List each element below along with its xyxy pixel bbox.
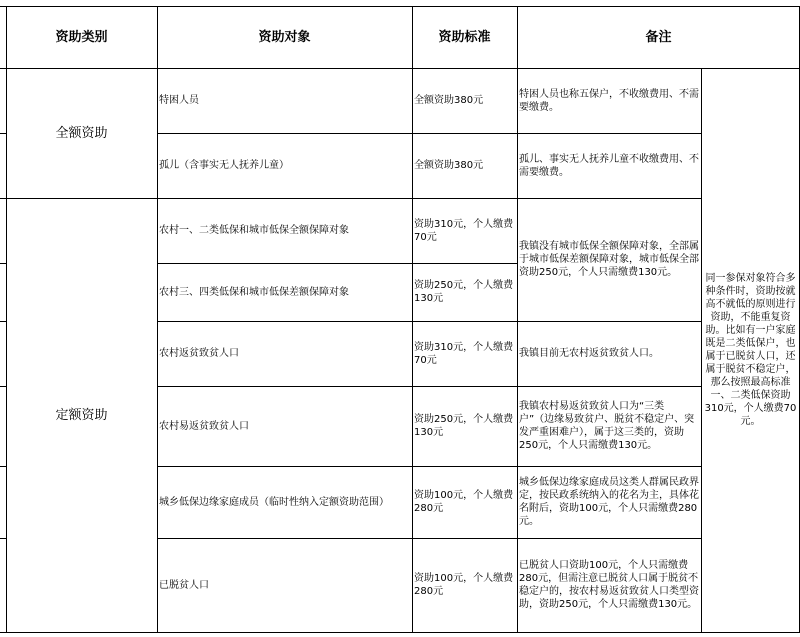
header-standard: 资助标准 — [438, 29, 491, 45]
header-remarks: 备注 — [645, 29, 672, 45]
row-target: 农村一、二类低保和城市低保全额保障对象 — [159, 225, 349, 236]
row-remark: 已脱贫人口资助100元，个人只需缴费280元，但需注意已脱贫人口属于脱贫不稳定户的，按农村易返贫致贫人口类型资助，资助250元，个人只需缴费130元。 — [519, 560, 699, 610]
row-standard: 资助310元，个人缴费70元 — [414, 341, 514, 366]
side-note: 同一参保对象符合多种条件时，资助按就高不就低的原则进行资助，不能重复资助。比如有一户家庭既是二类低保户，也属于已脱贫人口，还属于脱贫不稳定户，那么按照最高标准一、二类低保资助310元，个人缴费70元。 — [704, 273, 797, 427]
row-remark: 我镇目前无农村返贫致贫人口。 — [519, 348, 659, 359]
row-standard: 资助250元，个人缴费130元 — [414, 280, 514, 304]
merged-remark-low-income: 我镇没有城市低保全额保障对象，全部属于城市低保差额保障对象，城市低保全部资助250元，个人只需缴费130元。 — [519, 241, 699, 278]
row-target: 已脱贫人口 — [159, 579, 209, 591]
row-target: 孤儿（含事实无人抚养儿童） — [159, 160, 289, 171]
row-standard: 资助100元，个人缴费280元 — [414, 490, 514, 514]
row-target: 特困人员 — [159, 95, 199, 106]
category-fixed: 定额资助 — [55, 407, 108, 423]
row-remark: 城乡低保边缘家庭成员这类人群属民政界定，按民政系统纳入的花名为主，具体花名附后，资助100元，个人只需缴费280元。 — [519, 477, 699, 527]
header-target: 资助对象 — [258, 29, 311, 45]
row-standard: 资助250元，个人缴费130元 — [414, 414, 514, 438]
row-remark: 孤儿、事实无人抚养儿童不收缴费用、不需要缴费。 — [519, 153, 699, 178]
category-full: 全额资助 — [55, 125, 108, 141]
row-standard: 全额资助380元 — [414, 160, 484, 171]
row-target: 城乡低保边缘家庭成员（临时性纳入定额资助范围） — [159, 496, 389, 508]
row-standard: 资助100元，个人缴费280元 — [414, 573, 514, 597]
row-target: 农村三、四类低保和城市低保差额保障对象 — [159, 286, 349, 298]
row-target: 农村返贫致贫人口 — [159, 348, 239, 359]
header-category: 资助类别 — [55, 29, 108, 45]
grid-line — [0, 632, 800, 633]
row-standard: 资助310元，个人缴费70元 — [414, 218, 514, 243]
row-remark: 特困人员也称五保户，不收缴费用、不需要缴费。 — [519, 88, 699, 113]
row-target: 农村易返贫致贫人口 — [159, 420, 249, 432]
row-standard: 全额资助380元 — [414, 95, 484, 106]
row-remark: 我镇农村易返贫致贫人口为“三类户”（边缘易致贫户、脱贫不稳定户、突发严重困难户），属于这三类的，资助250元，个人只需缴费130元。 — [519, 401, 695, 451]
